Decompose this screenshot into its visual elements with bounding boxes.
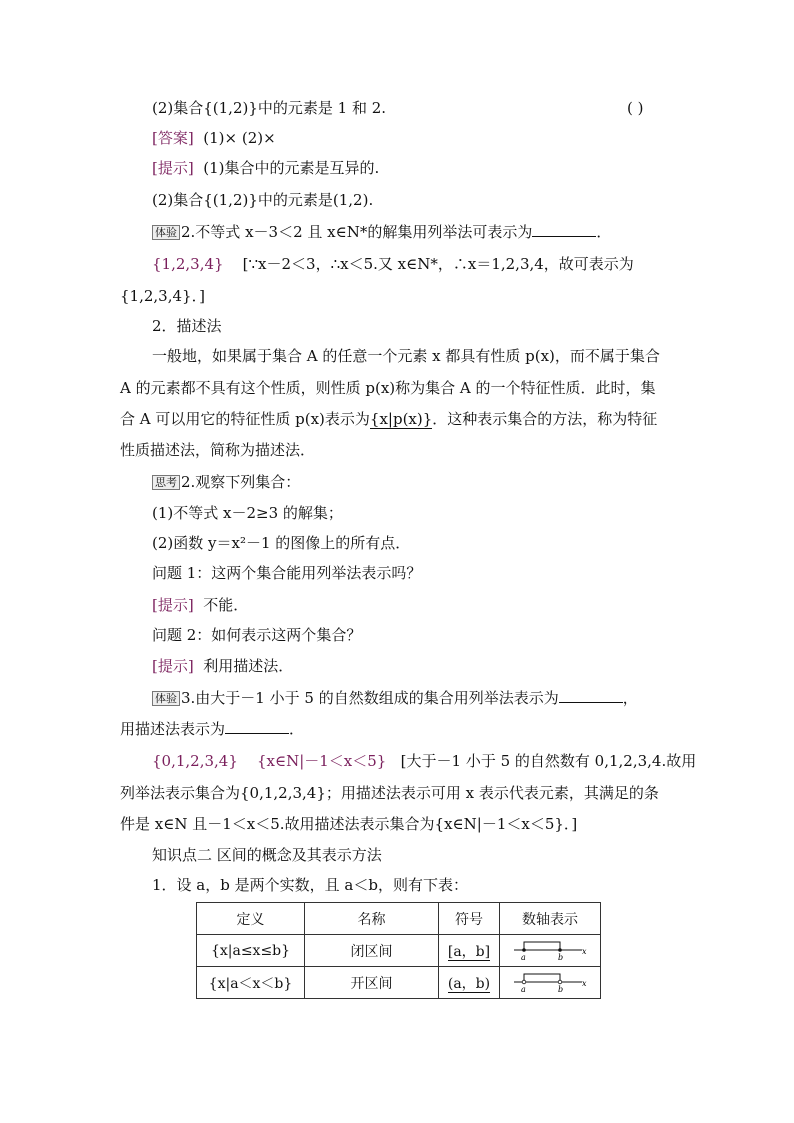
cell-definition: {x|a＜x＜b} [197,967,305,999]
interval-table [196,902,601,999]
hint-line [152,595,248,615]
exercise-2: 体验 2.不等式 x－3＜2 且 x∈N*的解集用列举法可表示为 ． [152,222,611,242]
paragraph-line: A 的元素都不具有这个性质，则性质 p(x)称为集合 A 的一个特征性质．此时，集 [120,379,656,397]
cell-definition: {x|a≤x≤b} [197,935,305,967]
label-b: b [558,952,564,961]
text: 用描述法表示为 [120,720,226,738]
knowledge-point-heading: 知识点二 区间的概念及其表示方法 [152,846,382,864]
hint-line [152,656,293,676]
text: ． [289,720,305,738]
text: [大于－1 小于 5 的自然数有 0,1,2,3,4.故用 [400,752,697,770]
label-x: x [582,978,587,988]
symbol-text: (a，b) [447,975,491,992]
label-a: a [521,984,526,993]
closed-interval-axis [510,937,590,961]
text: ．这种表示集合的方法，称为特征 [432,410,658,428]
text: 2.不等式 x－3＜2 且 x∈N*的解集用列举法可表示为 [181,223,533,241]
hint-tag: [提示] [152,596,194,614]
answer-text: (1)× (2)× [203,129,276,147]
paragraph-line [120,409,657,429]
solution-2-cont: {1,2,3,4}．] [120,287,205,305]
answer-line [152,128,276,148]
text: 合 A 可以用它的特征性质 p(x)表示为 [120,410,370,428]
solution-3-cont: 列举法表示集合为{0,1,2,3,4}；用描述法表示可用 x 表示代表元素，其满足的条 [120,784,659,802]
hint-tag: [提示] [152,657,194,675]
exercise-3 [152,688,638,708]
hint-tag: [提示] [152,159,194,177]
answer-parentheses: ( ) [627,99,644,117]
solution-2 [152,254,634,274]
blank-line [559,688,623,703]
blank-line [532,222,596,237]
cell-name: 开区间 [305,967,439,999]
cell-symbol [439,935,500,967]
label-x: x [582,946,587,956]
table-header [197,903,601,935]
solution-3 [152,751,696,771]
solution-3-cont: 件是 x∈N 且－1＜x＜5.故用描述法表示集合为{x∈N|－1＜x＜5}．] [120,815,578,833]
text-line: (1)不等式 x－2≥3 的解集； [152,504,343,522]
text: ， [622,689,638,707]
header-name: 名称 [305,903,439,935]
text-line: (2)函数 y＝x²－1 的图像上的所有点． [152,534,411,552]
text-line: (2)集合{(1,2)}中的元素是(1,2). [152,191,374,209]
paragraph-line: 性质描述法，简称为描述法． [120,441,316,459]
cell-number-line [500,935,601,967]
table-row [197,967,601,999]
cell-symbol [439,967,500,999]
blank-line [225,719,289,734]
hint-text: (1)集合中的元素是互异的. [203,159,380,177]
tiyan-badge: 体验 [152,225,180,240]
sikao-badge: 思考 [152,475,180,490]
underlined-answer: {x|p(x)} [369,410,433,428]
header-definition: 定义 [197,903,305,935]
question-line [152,98,386,118]
answer-value: {1,2,3,4} [152,255,224,273]
header-symbol: 符号 [439,903,500,935]
text: 3.由大于－1 小于 5 的自然数组成的集合用列举法表示为 [181,689,559,707]
cell-name: 闭区间 [305,935,439,967]
text: (2)集合{(1,2)}中的元素是 1 和 2. [152,99,387,117]
hint-line [152,158,379,178]
header-number-line: 数轴表示 [500,903,601,935]
answer-value: {0,1,2,3,4} [152,752,238,770]
symbol-text: [a，b] [447,943,491,960]
label-a: a [521,952,526,961]
paragraph-line: 一般地，如果属于集合 A 的任意一个元素 x 都具有性质 p(x)，而不属于集合 [152,347,660,365]
text-line: 1．设 a，b 是两个实数，且 a＜b，则有下表： [152,876,468,894]
question-2: 问题 2：如何表示这两个集合？ [152,626,362,644]
hint-text: 不能． [203,596,249,614]
hint-text: 利用描述法． [203,657,294,675]
text: 2.观察下列集合： [181,473,301,491]
answer-tag: [答案] [152,129,194,147]
text: [∵x－2＜3，∴x＜5.又 x∈N*，∴x＝1,2,3,4，故可表示为 [242,255,634,273]
table-row [197,935,601,967]
think-2 [152,472,300,492]
answer-value: {x∈N|－1＜x＜5} [256,752,387,770]
tiyan-badge: 体验 [152,691,180,706]
section-heading: 2．描述法 [152,317,222,335]
question-1: 问题 1：这两个集合能用列举法表示吗？ [152,564,422,582]
label-b: b [558,984,564,993]
open-interval-axis [510,969,590,993]
cell-number-line [500,967,601,999]
exercise-3-cont [120,719,304,739]
